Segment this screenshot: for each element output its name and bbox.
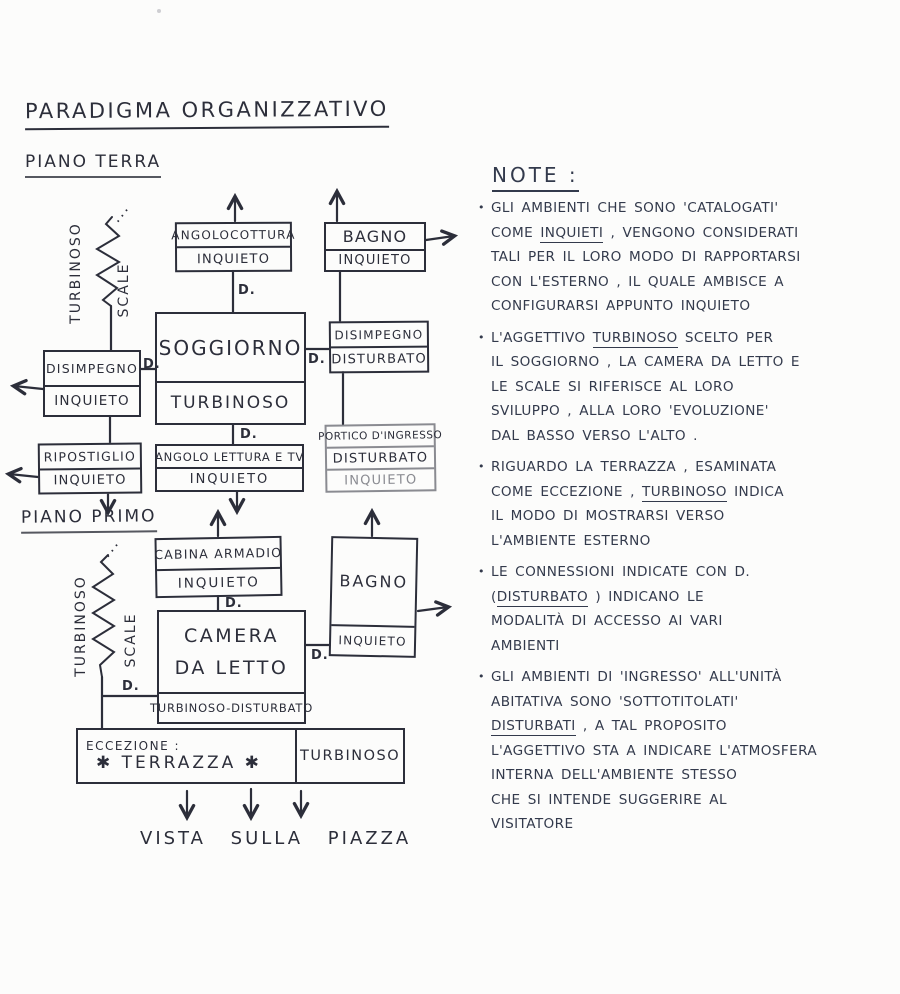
note-text: IL SOGGIORNO , LA CAMERA DA LETTO E xyxy=(491,354,800,370)
note-text: L'AMBIENTE ESTERNO xyxy=(491,532,651,549)
room-attr: INQUIETO xyxy=(177,246,290,271)
room-box-angolo-lettura xyxy=(155,444,304,492)
room-name: DISIMPEGNO xyxy=(45,361,139,377)
note-text: L'AGGETTIVO STA A INDICARE L'ATMOSFERA xyxy=(491,742,818,759)
floor-heading-primo: PIANO PRIMO xyxy=(21,506,157,533)
room-attr: INQUIETO xyxy=(331,624,415,656)
note-text: , A TAL PROPOSITO xyxy=(575,718,727,734)
room-box-cabina-armadio xyxy=(154,536,282,598)
note-line xyxy=(491,529,890,554)
bullet-marker: • xyxy=(478,670,485,683)
stairs-label-turbinoso-primo: TURBINOSO xyxy=(73,575,89,677)
room-box-ripostiglio xyxy=(38,442,143,494)
note-text: GLI AMBIENTI CHE SONO 'CATALOGATI' xyxy=(491,200,779,216)
note-line xyxy=(491,375,890,400)
note-text: , VENGONO CONSIDERATI xyxy=(603,224,799,241)
stairs-dots-terra: ··· xyxy=(109,201,137,229)
arrow-left-disimpegno xyxy=(14,386,43,389)
bullet-marker: • xyxy=(478,460,485,473)
note-underlined-term: TURBINOSO xyxy=(642,483,727,500)
room-box-bagno-primo xyxy=(329,536,418,658)
stray-mark xyxy=(157,9,161,13)
note-text: IL MODO DI MOSTRARSI VERSO xyxy=(491,508,725,524)
room-box-portico xyxy=(318,423,443,493)
page-title: PARADIGMA ORGANIZZATIVO xyxy=(25,97,389,131)
stairs-label-scale-terra: SCALE xyxy=(116,262,132,318)
room-attr-2: INQUIETO xyxy=(327,467,434,490)
bullet-marker: • xyxy=(478,565,485,578)
room-name: BAGNO xyxy=(339,571,409,592)
bullet-marker: • xyxy=(478,201,485,214)
note-line xyxy=(491,739,890,764)
note-lines xyxy=(491,665,890,837)
note-line xyxy=(491,504,890,529)
room-attr: INQUIETO xyxy=(157,567,280,596)
connection-d-disimpegno-ovest: D. xyxy=(143,357,161,372)
bottom-caption: VISTA SULLA PIAZZA xyxy=(140,828,412,849)
note-text: ) INDICANO LE xyxy=(588,588,704,605)
note-text: MODALITÀ DI ACCESSO AI VARI xyxy=(491,613,723,629)
room-name: ANGOLOCOTTURA xyxy=(171,227,296,243)
note-line xyxy=(491,326,890,351)
note-text: LE CONNESSIONI INDICATE CON D. xyxy=(491,564,751,580)
note-bullet xyxy=(478,196,890,319)
note-line xyxy=(491,690,890,715)
note-line xyxy=(491,585,890,610)
stairs-dots-primo: ··· xyxy=(99,536,127,564)
note-bullet xyxy=(478,560,890,658)
arrow-right-bagno-primo xyxy=(418,607,448,611)
note-text: CONFIGURARSI APPUNTO INQUIETO xyxy=(491,298,751,314)
room-attr: INQUIETO xyxy=(326,249,424,270)
room-name: RIPOSTIGLIO xyxy=(43,448,137,465)
note-text: INDICA xyxy=(726,483,784,500)
room-box-bagno-terra xyxy=(324,222,426,272)
note-line xyxy=(491,221,890,246)
note-underlined-term: INQUIETI xyxy=(540,224,604,241)
room-box-camera xyxy=(149,610,314,724)
note-text: TALI PER IL LORO MODO DI RAPPORTARSI xyxy=(491,249,801,265)
room-box-soggiorno xyxy=(155,312,306,425)
connection-d-angolocottura: D. xyxy=(238,283,256,298)
room-attr: INQUIETO xyxy=(157,467,302,490)
note-bullet xyxy=(478,455,890,553)
note-line xyxy=(491,812,890,837)
connection-d-disimpegno-est: D. xyxy=(308,352,326,367)
note-text: ABITATIVA SONO 'SOTTOTITOLATI' xyxy=(491,693,739,710)
stairs-zigzag-primo xyxy=(93,555,114,677)
note-underlined-term: DISTURBATO xyxy=(496,588,589,605)
note-line xyxy=(491,634,890,659)
room-name: ANGOLO LETTURA E TV xyxy=(154,449,305,464)
room-name: CAMERA DA LETTO xyxy=(174,624,289,680)
notes-heading: NOTE : xyxy=(492,163,579,192)
room-attr: DISTURBATO xyxy=(327,445,434,468)
note-underlined-term: DISTURBATI xyxy=(491,718,576,734)
note-lines xyxy=(491,455,890,553)
floor-heading-terra: PIANO TERRA xyxy=(25,152,161,178)
note-line xyxy=(491,609,890,634)
arrow-right-bagno-terra xyxy=(426,236,454,240)
room-attr: INQUIETO xyxy=(40,467,140,493)
bullet-marker: • xyxy=(478,330,485,344)
room-name: ✱ TERRAZZA ✱ xyxy=(96,753,262,773)
note-line xyxy=(491,714,890,739)
note-line xyxy=(491,399,890,424)
note-line xyxy=(491,350,890,375)
room-name: DISIMPEGNO xyxy=(334,327,424,342)
connection-d-angolo-lettura: D. xyxy=(240,427,258,442)
room-box-angolocottura xyxy=(171,222,296,273)
note-text: INTERNA DELL'AMBIENTE STESSO xyxy=(491,767,738,783)
note-text: DAL BASSO VERSO L'ALTO . xyxy=(491,427,698,444)
note-bullet xyxy=(478,326,890,449)
note-line xyxy=(491,294,890,319)
note-line xyxy=(491,560,890,585)
note-lines xyxy=(491,326,890,449)
note-underlined-term: TURBINOSO xyxy=(592,329,678,346)
note-text: AMBIENTI xyxy=(491,637,560,654)
note-lines xyxy=(491,560,890,658)
note-line xyxy=(491,424,890,449)
notes-list xyxy=(478,196,890,844)
note-text: CON L'ESTERNO , IL QUALE AMBISCE A xyxy=(491,273,785,290)
note-text: LE SCALE SI RIFERISCE AL LORO xyxy=(491,378,734,395)
room-name: BAGNO xyxy=(342,226,408,246)
room-name: PORTICO D'INGRESSO xyxy=(318,429,443,443)
room-attr: TURBINOSO xyxy=(157,381,304,423)
connection-d-cabina: D. xyxy=(225,596,243,611)
room-attr: TURBINOSO-DISTURBATO xyxy=(159,692,304,722)
note-text: SCELTO PER xyxy=(677,329,774,346)
note-line xyxy=(491,788,890,813)
note-text: COME xyxy=(491,224,541,241)
note-text: SVILUPPO , ALLA LORO 'EVOLUZIONE' xyxy=(491,403,769,419)
note-line xyxy=(491,270,890,295)
room-box-disimpegno-ovest xyxy=(43,350,141,417)
note-line xyxy=(491,480,890,505)
note-line xyxy=(491,196,890,221)
note-text: L'AGGETTIVO xyxy=(491,329,593,346)
note-line xyxy=(491,763,890,788)
exception-label: ECCEZIONE : xyxy=(86,739,181,753)
note-lines xyxy=(491,196,890,319)
connection-d-scale-primo: D. xyxy=(122,679,140,694)
room-attr: TURBINOSO xyxy=(299,748,401,764)
note-text: CHE SI INTENDE SUGGERIRE AL xyxy=(491,791,727,808)
room-attr: DISTURBATO xyxy=(331,346,427,372)
room-name: SOGGIORNO xyxy=(158,335,303,360)
note-bullet xyxy=(478,665,890,837)
connection-d-bagno-primo: D. xyxy=(311,648,329,663)
room-box-terrazza xyxy=(76,728,405,784)
arrow-left-ripostiglio xyxy=(9,474,38,477)
room-box-disimpegno-est xyxy=(329,321,429,374)
stairs-label-turbinoso-terra: TURBINOSO xyxy=(68,222,84,324)
room-name: CABINA ARMADIO xyxy=(154,545,283,563)
note-text: GLI AMBIENTI DI 'INGRESSO' ALL'UNITÀ xyxy=(491,669,782,685)
terrazza-cell xyxy=(78,730,297,782)
note-line xyxy=(491,245,890,270)
room-attr: INQUIETO xyxy=(45,385,139,415)
stairs-label-scale-primo: SCALE xyxy=(123,612,139,668)
note-text: COME ECCEZIONE , xyxy=(491,483,643,500)
note-text: ( xyxy=(491,588,497,605)
note-line xyxy=(491,665,890,690)
note-line xyxy=(491,455,890,480)
note-text: VISITATORE xyxy=(491,816,574,832)
note-text: RIGUARDO LA TERRAZZA , ESAMINATA xyxy=(491,459,777,475)
